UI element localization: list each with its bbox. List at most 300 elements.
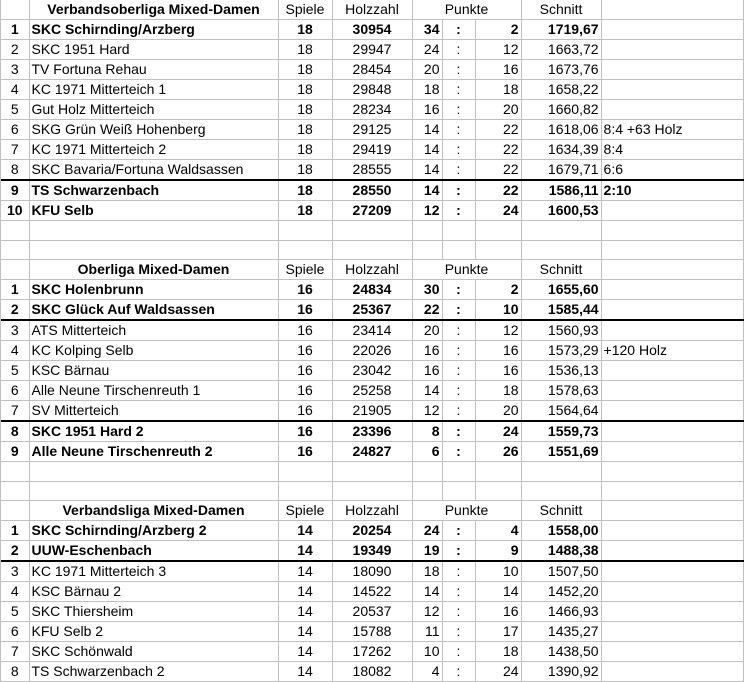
points-for-cell: 22: [412, 300, 442, 321]
empty-cell: [1, 0, 29, 20]
points-against-cell: 9: [475, 541, 521, 562]
table-row: [1, 521, 743, 541]
empty-cell: [1, 240, 29, 260]
points-separator: :: [442, 201, 475, 221]
points-for-cell: 12: [412, 401, 442, 422]
average-cell: 1560,93: [521, 320, 601, 341]
pins-cell: 25367: [332, 300, 412, 321]
pins-cell: 23396: [332, 421, 412, 442]
rank-cell: 4: [1, 80, 29, 100]
team-cell: KC 1971 Mitterteich 1: [29, 80, 278, 100]
table-row: [1, 582, 743, 602]
games-cell: 14: [278, 642, 332, 662]
average-cell: 1618,06: [521, 120, 601, 140]
games-cell: 14: [278, 561, 332, 582]
points-against-cell: 22: [475, 180, 521, 201]
note-cell: [601, 201, 743, 221]
rank-cell: 5: [1, 602, 29, 622]
team-cell: Alle Neune Tirschenreuth 1: [29, 381, 278, 401]
empty-cell: [332, 481, 412, 501]
table-row: [1, 40, 743, 60]
header-avg: Schnitt: [521, 0, 601, 20]
points-against-cell: 16: [475, 60, 521, 80]
team-cell: ATS Mitterteich: [29, 320, 278, 341]
points-separator: :: [442, 521, 475, 541]
empty-cell: [278, 462, 332, 482]
note-cell: [601, 421, 743, 442]
team-cell: KSC Bärnau: [29, 361, 278, 381]
rank-cell: 6: [1, 120, 29, 140]
pins-cell: 24827: [332, 442, 412, 462]
note-cell: 8:4 +63 Holz: [601, 120, 743, 140]
header-points: Punkte: [412, 0, 521, 20]
pins-cell: 21905: [332, 401, 412, 422]
average-cell: 1573,29: [521, 341, 601, 361]
rank-cell: 8: [1, 421, 29, 442]
empty-cell: [29, 462, 278, 482]
points-separator: :: [442, 160, 475, 181]
points-for-cell: 18: [412, 80, 442, 100]
pins-cell: 20254: [332, 521, 412, 541]
games-cell: 16: [278, 280, 332, 300]
average-cell: 1438,50: [521, 642, 601, 662]
points-for-cell: 4: [412, 662, 442, 682]
empty-cell: [278, 481, 332, 501]
section-title: Verbandsoberliga Mixed-Damen: [29, 0, 278, 20]
table-row: [1, 642, 743, 662]
empty-cell: [521, 221, 601, 241]
games-cell: 18: [278, 180, 332, 201]
average-cell: 1466,93: [521, 602, 601, 622]
points-separator: :: [442, 100, 475, 120]
points-against-cell: 18: [475, 381, 521, 401]
table-row: [1, 320, 743, 341]
average-cell: 1719,67: [521, 20, 601, 40]
standings-table: [1, 0, 744, 682]
rank-cell: 3: [1, 60, 29, 80]
pins-cell: 29419: [332, 140, 412, 160]
header-games: Spiele: [278, 260, 332, 280]
points-separator: :: [442, 140, 475, 160]
team-cell: KSC Bärnau 2: [29, 582, 278, 602]
section-header-row: [1, 260, 743, 280]
section-title: Verbandsliga Mixed-Damen: [29, 501, 278, 521]
rank-cell: 10: [1, 201, 29, 221]
points-for-cell: 34: [412, 20, 442, 40]
points-separator: :: [442, 561, 475, 582]
table-row: [1, 561, 743, 582]
table-row: [1, 20, 743, 40]
empty-cell: [412, 481, 442, 501]
points-for-cell: 14: [412, 140, 442, 160]
pins-cell: 20537: [332, 602, 412, 622]
points-for-cell: 14: [412, 582, 442, 602]
points-for-cell: 12: [412, 602, 442, 622]
average-cell: 1558,00: [521, 521, 601, 541]
empty-cell: [442, 481, 475, 501]
header-avg: Schnitt: [521, 260, 601, 280]
note-cell: 8:4: [601, 140, 743, 160]
team-cell: KC 1971 Mitterteich 2: [29, 140, 278, 160]
empty-cell: [1, 462, 29, 482]
table-row: [1, 60, 743, 80]
empty-cell: [278, 221, 332, 241]
header-games: Spiele: [278, 0, 332, 20]
average-cell: 1551,69: [521, 442, 601, 462]
team-cell: SV Mitterteich: [29, 401, 278, 422]
note-cell: [601, 642, 743, 662]
games-cell: 14: [278, 582, 332, 602]
pins-cell: 29947: [332, 40, 412, 60]
points-against-cell: 26: [475, 442, 521, 462]
games-cell: 14: [278, 602, 332, 622]
empty-cell: [442, 240, 475, 260]
empty-cell: [1, 501, 29, 521]
section-title: Oberliga Mixed-Damen: [29, 260, 278, 280]
pins-cell: 23414: [332, 320, 412, 341]
average-cell: 1660,82: [521, 100, 601, 120]
points-separator: :: [442, 40, 475, 60]
points-against-cell: 14: [475, 582, 521, 602]
points-for-cell: 24: [412, 521, 442, 541]
rank-cell: 3: [1, 561, 29, 582]
points-separator: :: [442, 421, 475, 442]
games-cell: 14: [278, 521, 332, 541]
table-row: [1, 421, 743, 442]
games-cell: 16: [278, 361, 332, 381]
points-for-cell: 24: [412, 40, 442, 60]
rank-cell: 5: [1, 361, 29, 381]
team-cell: SKC Schirnding/Arzberg 2: [29, 521, 278, 541]
points-against-cell: 18: [475, 642, 521, 662]
empty-cell: [1, 481, 29, 501]
rank-cell: 1: [1, 521, 29, 541]
average-cell: 1655,60: [521, 280, 601, 300]
table-row: [1, 361, 743, 381]
empty-cell: [601, 501, 743, 521]
points-separator: :: [442, 120, 475, 140]
note-cell: [601, 401, 743, 422]
empty-cell: [601, 221, 743, 241]
section-header-row: [1, 501, 743, 521]
empty-cell: [601, 240, 743, 260]
note-cell: [601, 60, 743, 80]
empty-cell: [475, 221, 521, 241]
note-cell: [601, 582, 743, 602]
team-cell: SKC 1951 Hard 2: [29, 421, 278, 442]
empty-cell: [475, 462, 521, 482]
empty-cell: [29, 481, 278, 501]
rank-cell: 6: [1, 622, 29, 642]
games-cell: 16: [278, 381, 332, 401]
games-cell: 14: [278, 662, 332, 682]
points-separator: :: [442, 60, 475, 80]
header-pins: Holzzahl: [332, 0, 412, 20]
points-for-cell: 20: [412, 320, 442, 341]
table-row: [1, 442, 743, 462]
average-cell: 1634,39: [521, 140, 601, 160]
points-against-cell: 22: [475, 120, 521, 140]
empty-cell: [412, 240, 442, 260]
average-cell: 1390,92: [521, 662, 601, 682]
games-cell: 18: [278, 201, 332, 221]
empty-cell: [412, 221, 442, 241]
team-cell: TS Schwarzenbach 2: [29, 662, 278, 682]
note-cell: [601, 320, 743, 341]
average-cell: 1658,22: [521, 80, 601, 100]
points-against-cell: 2: [475, 280, 521, 300]
points-against-cell: 24: [475, 662, 521, 682]
empty-cell: [278, 240, 332, 260]
note-cell: [601, 100, 743, 120]
empty-cell: [332, 221, 412, 241]
points-for-cell: 16: [412, 341, 442, 361]
games-cell: 16: [278, 320, 332, 341]
header-pins: Holzzahl: [332, 501, 412, 521]
points-against-cell: 16: [475, 361, 521, 381]
rank-cell: 9: [1, 180, 29, 201]
empty-cell: [29, 221, 278, 241]
rank-cell: 7: [1, 642, 29, 662]
header-avg: Schnitt: [521, 501, 601, 521]
team-cell: KC 1971 Mitterteich 3: [29, 561, 278, 582]
note-cell: [601, 561, 743, 582]
rank-cell: 9: [1, 442, 29, 462]
pins-cell: 24834: [332, 280, 412, 300]
pins-cell: 28555: [332, 160, 412, 181]
points-against-cell: 22: [475, 160, 521, 181]
team-cell: KFU Selb 2: [29, 622, 278, 642]
team-cell: SKG Grün Weiß Hohenberg: [29, 120, 278, 140]
points-separator: :: [442, 341, 475, 361]
table-row: [1, 100, 743, 120]
rank-cell: 2: [1, 541, 29, 562]
rank-cell: 2: [1, 40, 29, 60]
rank-cell: 7: [1, 140, 29, 160]
empty-cell: [442, 462, 475, 482]
note-cell: 6:6: [601, 160, 743, 181]
rank-cell: 7: [1, 401, 29, 422]
points-for-cell: 14: [412, 180, 442, 201]
games-cell: 18: [278, 20, 332, 40]
points-for-cell: 16: [412, 100, 442, 120]
games-cell: 16: [278, 401, 332, 422]
average-cell: 1585,44: [521, 300, 601, 321]
points-against-cell: 16: [475, 602, 521, 622]
table-row: [1, 300, 743, 321]
pins-cell: 28454: [332, 60, 412, 80]
table-row: [1, 401, 743, 422]
empty-cell: [442, 221, 475, 241]
header-points: Punkte: [412, 260, 521, 280]
pins-cell: 14522: [332, 582, 412, 602]
empty-cell: [601, 0, 743, 20]
points-against-cell: 24: [475, 421, 521, 442]
pins-cell: 22026: [332, 341, 412, 361]
note-cell: [601, 40, 743, 60]
team-cell: KFU Selb: [29, 201, 278, 221]
team-cell: Alle Neune Tirschenreuth 2: [29, 442, 278, 462]
empty-cell: [332, 240, 412, 260]
points-for-cell: 8: [412, 421, 442, 442]
table-row: [1, 80, 743, 100]
points-against-cell: 12: [475, 320, 521, 341]
spacer-row: [1, 240, 743, 260]
table-row: [1, 160, 743, 181]
rank-cell: 5: [1, 100, 29, 120]
points-separator: :: [442, 401, 475, 422]
spacer-row: [1, 462, 743, 482]
note-cell: [601, 300, 743, 321]
points-separator: :: [442, 320, 475, 341]
pins-cell: 29848: [332, 80, 412, 100]
empty-cell: [521, 481, 601, 501]
table-row: [1, 662, 743, 682]
points-separator: :: [442, 180, 475, 201]
table-row: [1, 180, 743, 201]
games-cell: 16: [278, 300, 332, 321]
average-cell: 1663,72: [521, 40, 601, 60]
header-pins: Holzzahl: [332, 260, 412, 280]
pins-cell: 25258: [332, 381, 412, 401]
note-cell: +120 Holz: [601, 341, 743, 361]
note-cell: [601, 361, 743, 381]
average-cell: 1564,64: [521, 401, 601, 422]
games-cell: 18: [278, 160, 332, 181]
table-row: [1, 541, 743, 562]
points-separator: :: [442, 541, 475, 562]
games-cell: 14: [278, 622, 332, 642]
points-separator: :: [442, 622, 475, 642]
points-separator: :: [442, 662, 475, 682]
note-cell: [601, 521, 743, 541]
points-separator: :: [442, 642, 475, 662]
points-for-cell: 14: [412, 381, 442, 401]
empty-cell: [29, 240, 278, 260]
pins-cell: 28550: [332, 180, 412, 201]
header-points: Punkte: [412, 501, 521, 521]
team-cell: KC Kolping Selb: [29, 341, 278, 361]
note-cell: [601, 381, 743, 401]
empty-cell: [521, 240, 601, 260]
points-separator: :: [442, 602, 475, 622]
points-against-cell: 18: [475, 80, 521, 100]
section-header-row: [1, 0, 743, 20]
points-separator: :: [442, 300, 475, 321]
rank-cell: 4: [1, 582, 29, 602]
average-cell: 1673,76: [521, 60, 601, 80]
team-cell: SKC Holenbrunn: [29, 280, 278, 300]
pins-cell: 30954: [332, 20, 412, 40]
pins-cell: 18082: [332, 662, 412, 682]
average-cell: 1452,20: [521, 582, 601, 602]
points-for-cell: 18: [412, 561, 442, 582]
team-cell: SKC Schönwald: [29, 642, 278, 662]
team-cell: TV Fortuna Rehau: [29, 60, 278, 80]
points-against-cell: 17: [475, 622, 521, 642]
games-cell: 18: [278, 140, 332, 160]
table-row: [1, 602, 743, 622]
points-against-cell: 20: [475, 100, 521, 120]
pins-cell: 15788: [332, 622, 412, 642]
points-separator: :: [442, 381, 475, 401]
table-row: [1, 381, 743, 401]
points-separator: :: [442, 80, 475, 100]
note-cell: [601, 20, 743, 40]
games-cell: 16: [278, 341, 332, 361]
points-for-cell: 30: [412, 280, 442, 300]
spacer-row: [1, 221, 743, 241]
empty-cell: [521, 462, 601, 482]
games-cell: 18: [278, 60, 332, 80]
note-cell: [601, 80, 743, 100]
points-against-cell: 10: [475, 300, 521, 321]
games-cell: 18: [278, 80, 332, 100]
empty-cell: [601, 462, 743, 482]
games-cell: 18: [278, 100, 332, 120]
pins-cell: 27209: [332, 201, 412, 221]
games-cell: 16: [278, 442, 332, 462]
note-cell: [601, 622, 743, 642]
rank-cell: 8: [1, 662, 29, 682]
points-for-cell: 14: [412, 160, 442, 181]
note-cell: [601, 442, 743, 462]
average-cell: 1586,11: [521, 180, 601, 201]
points-for-cell: 14: [412, 120, 442, 140]
table-row: [1, 140, 743, 160]
rank-cell: 3: [1, 320, 29, 341]
team-cell: Gut Holz Mitterteich: [29, 100, 278, 120]
empty-cell: [601, 481, 743, 501]
average-cell: 1507,50: [521, 561, 601, 582]
table-row: [1, 120, 743, 140]
pins-cell: 18090: [332, 561, 412, 582]
rank-cell: 8: [1, 160, 29, 181]
rank-cell: 1: [1, 280, 29, 300]
note-cell: 2:10: [601, 180, 743, 201]
points-for-cell: 12: [412, 201, 442, 221]
average-cell: 1435,27: [521, 622, 601, 642]
team-cell: TS Schwarzenbach: [29, 180, 278, 201]
average-cell: 1600,53: [521, 201, 601, 221]
points-against-cell: 10: [475, 561, 521, 582]
empty-cell: [601, 260, 743, 280]
table-row: [1, 341, 743, 361]
games-cell: 18: [278, 40, 332, 60]
pins-cell: 23042: [332, 361, 412, 381]
points-for-cell: 11: [412, 622, 442, 642]
points-separator: :: [442, 582, 475, 602]
games-cell: 14: [278, 541, 332, 562]
average-cell: 1578,63: [521, 381, 601, 401]
points-against-cell: 20: [475, 401, 521, 422]
team-cell: SKC Bavaria/Fortuna Waldsassen: [29, 160, 278, 181]
points-separator: :: [442, 280, 475, 300]
points-against-cell: 2: [475, 20, 521, 40]
note-cell: [601, 662, 743, 682]
points-against-cell: 22: [475, 140, 521, 160]
table-row: [1, 622, 743, 642]
note-cell: [601, 280, 743, 300]
average-cell: 1679,71: [521, 160, 601, 181]
rank-cell: 1: [1, 20, 29, 40]
points-for-cell: 10: [412, 642, 442, 662]
pins-cell: 19349: [332, 541, 412, 562]
points-separator: :: [442, 442, 475, 462]
note-cell: [601, 541, 743, 562]
pins-cell: 28234: [332, 100, 412, 120]
points-against-cell: 24: [475, 201, 521, 221]
